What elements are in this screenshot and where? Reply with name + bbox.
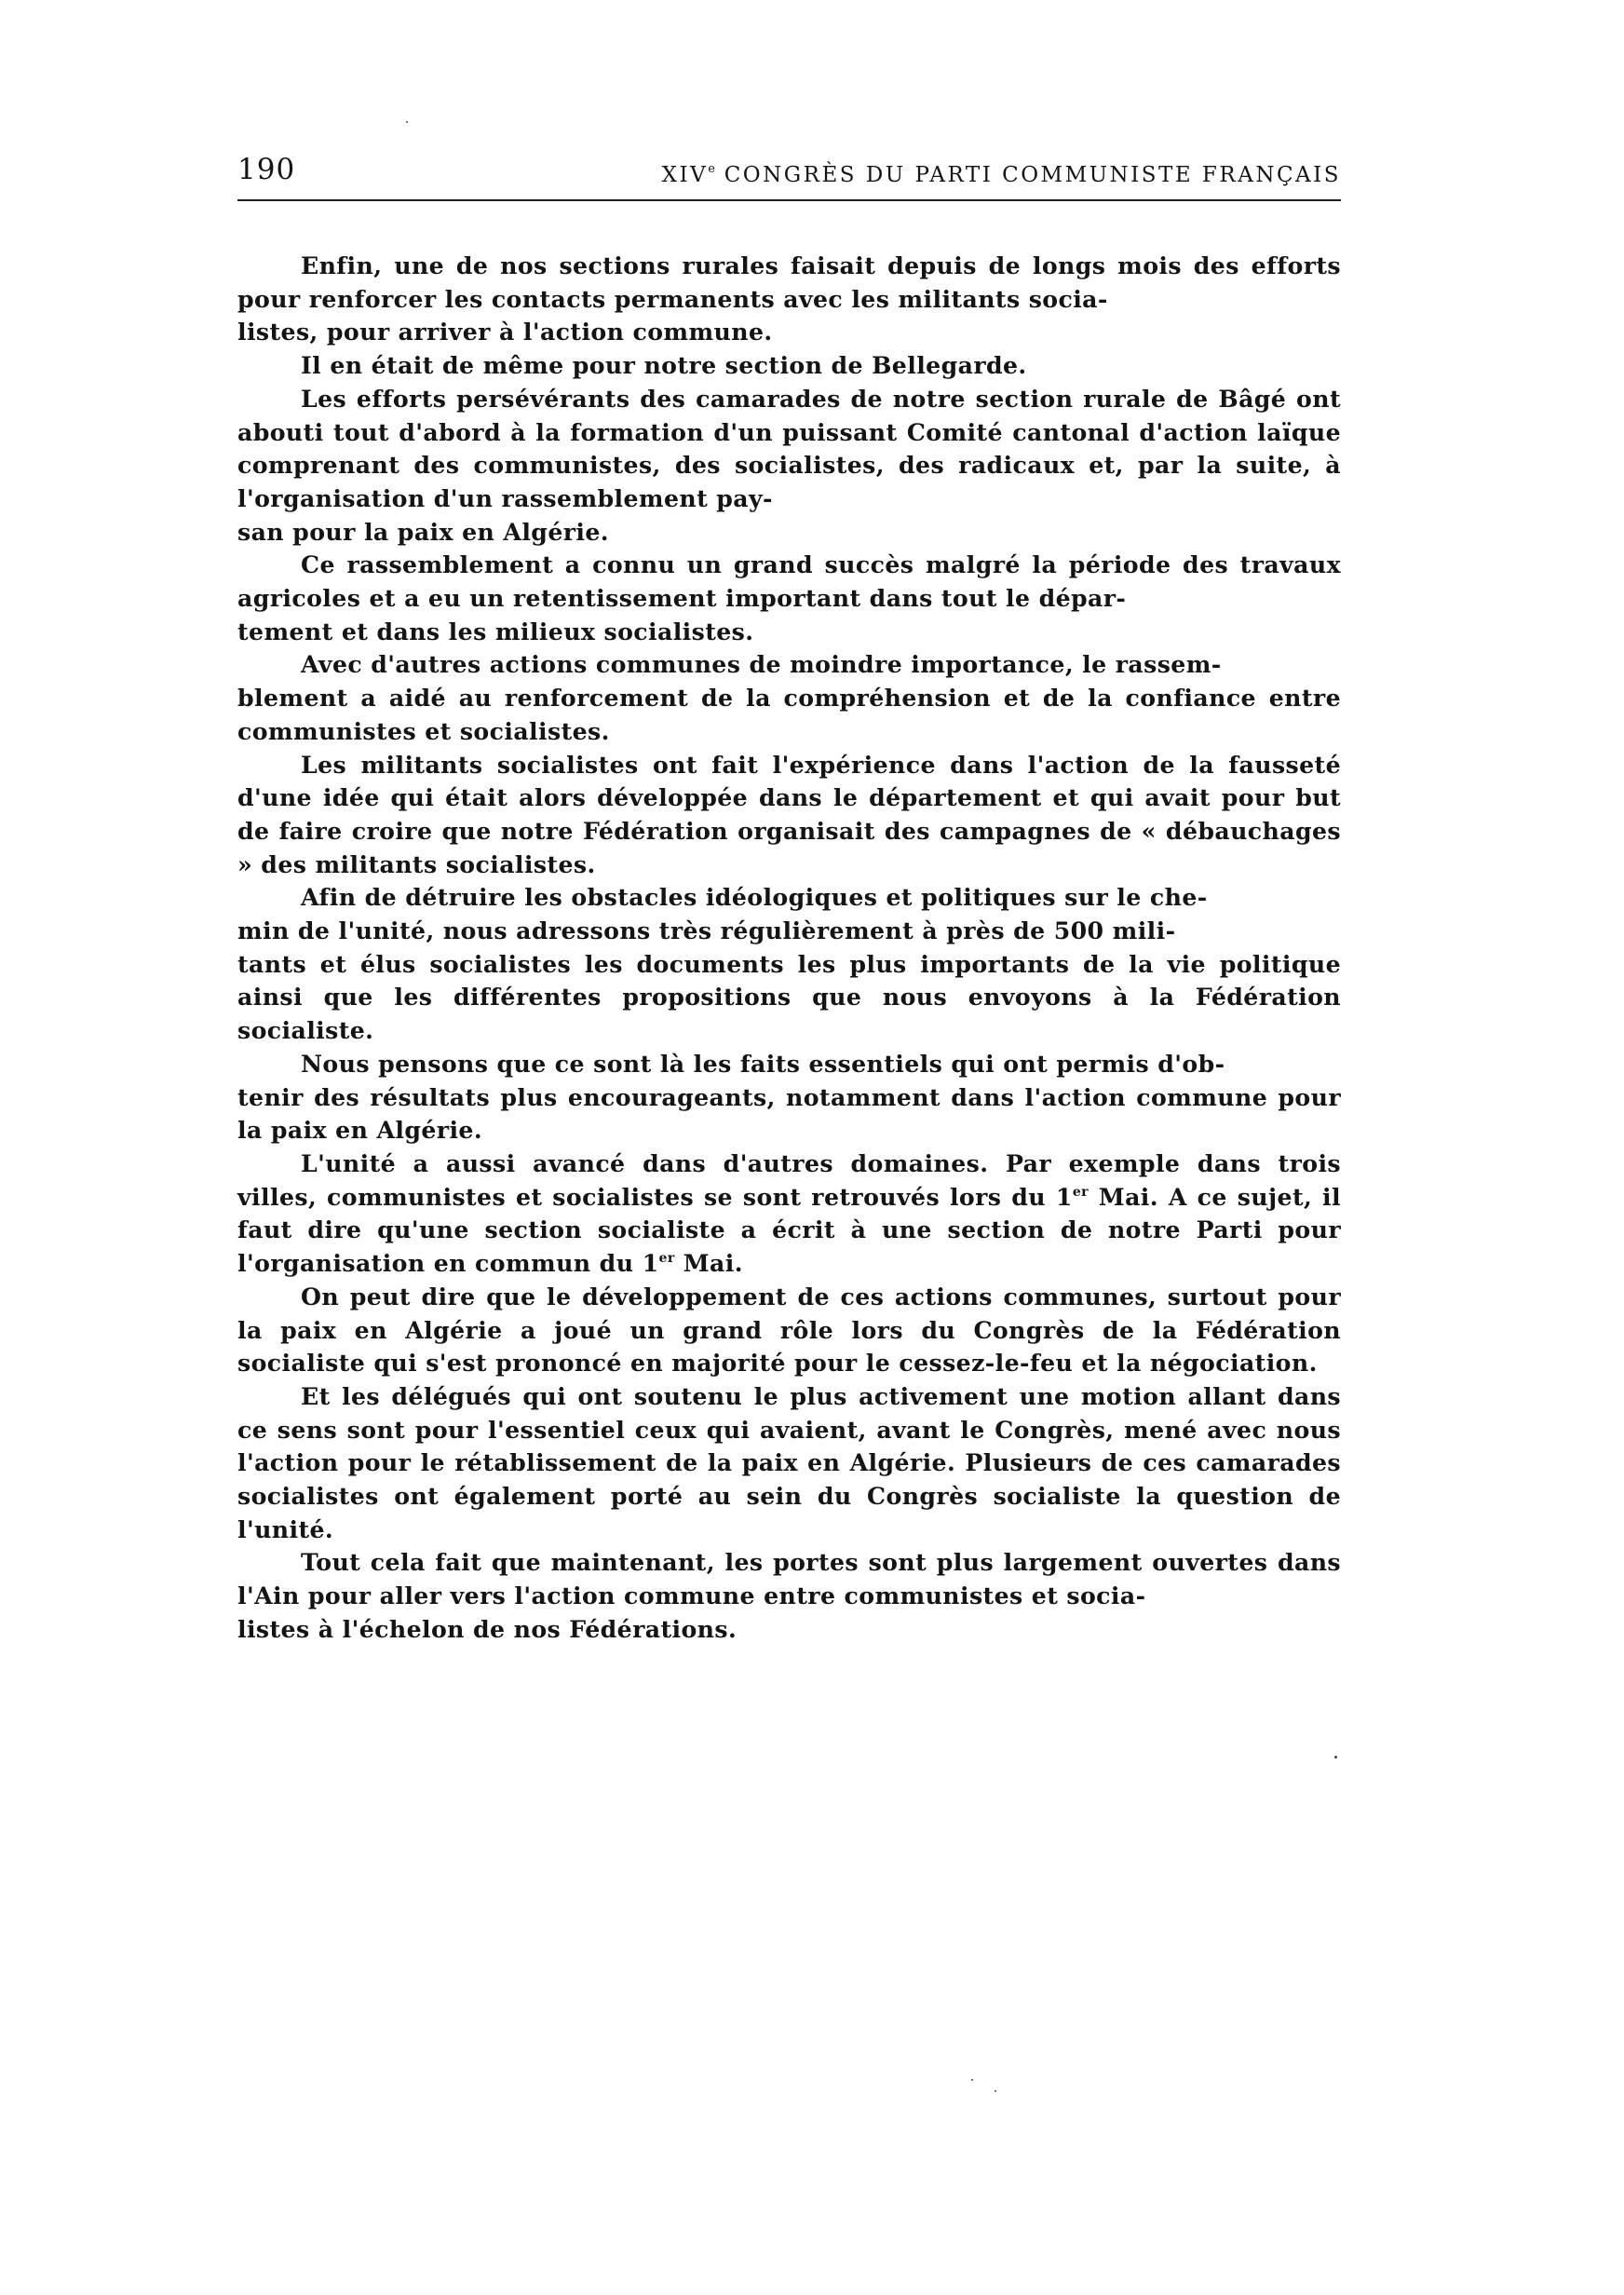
- paragraph-part: Mai. A ce sujet, il faut dire qu'une section socialiste a écrit à une section de notre Parti pour l'organisation en commun du 1: [237, 1182, 1341, 1278]
- scan-speck: [1334, 1756, 1337, 1759]
- scan-speck: [995, 2090, 996, 2092]
- body-text: [237, 250, 1341, 1647]
- header-rule: [237, 199, 1341, 201]
- paragraph: Et les délégués qui ont soutenu le plus activement une motion allant dans ce sens sont pour l'essentiel ceux qui avaient, avant le Congrès, mené avec nous l'action pour le rétablissement de la paix en Algérie. Plusieurs de ces camarades socialistes ont également porté au sein du Congrès socialiste la question de l'unité.: [237, 1381, 1341, 1543]
- paragraph: Ce rassemblement a connu un grand succès malgré la période des travaux agricoles et a eu un retentissement important dans tout le dépar- tement et dans les milieux socialistes.: [237, 550, 1341, 645]
- superscript: er: [658, 1251, 675, 1267]
- paragraph-part: L'unité a aussi avancé dans d'autres domaines. Par exemple dans trois villes, communistes et socialistes se sont retrouvés lors du 1: [237, 1148, 1341, 1211]
- paragraph: Nous pensons que ce sont là les faits essentiels qui ont permis d'ob- tenir des résultats plus encourageants, notamment dans l'action commune pour la paix en Algérie.: [237, 1049, 1341, 1145]
- paragraph: Les militants socialistes ont fait l'expérience dans l'action de la fausseté d'une idée qui était alors développée dans le département et qui avait pour but de faire croire que notre Fédération organisait des campagnes de « débauchages » des militants socialistes.: [237, 750, 1341, 878]
- paragraph-with-superscripts: [237, 1148, 1341, 1281]
- paragraph: Avec d'autres actions communes de moindre importance, le rassem- blement a aidé au renforcement de la compréhension et de la confiance entre communistes et socialistes.: [237, 650, 1341, 745]
- scan-speck: [971, 2079, 973, 2081]
- page-number: 190: [237, 153, 296, 186]
- paragraph: Il en était de même pour notre section de Bellegarde.: [301, 351, 1027, 380]
- running-title: [662, 155, 1341, 190]
- paragraph: Tout cela fait que maintenant, les portes sont plus largement ouvertes dans l'Ain pour aller vers l'action commune entre communistes et socia- listes à l'échelon de nos Fédérations.: [237, 1548, 1341, 1643]
- superscript: er: [1072, 1184, 1089, 1200]
- paragraph: On peut dire que le développement de ces actions communes, surtout pour la paix en Algérie a joué un grand rôle lors du Congrès de la Fédération socialiste qui s'est prononcé en majorité pour le cessez-le-feu et la négociation.: [237, 1282, 1341, 1378]
- running-title-sup: e: [708, 162, 715, 176]
- paragraph: Les efforts persévérants des camarades de notre section rurale de Bâgé ont abouti tout d'abord à la formation d'un puissant Comité cantonal d'action laïque comprenant des communistes, des socialistes, des radicaux et, par la suite, à l'organisation d'un rassemblement pay- san pour la paix en Algérie.: [237, 384, 1341, 546]
- paragraph-part: Mai.: [674, 1249, 743, 1278]
- scan-speck: [406, 121, 408, 123]
- paragraph: Afin de détruire les obstacles idéologiques et politiques sur le che- min de l'unité, nous adressons très régulièrement à près de 500 mili- tants et élus socialistes les documents les plus importants de la vie politique ainsi que les différentes propositions que nous envoyons à la Fédération socialiste.: [237, 883, 1341, 1045]
- paragraph: Enfin, une de nos sections rurales faisait depuis de longs mois des efforts pour renforcer les contacts permanents avec les militants socia- listes, pour arriver à l'action commune.: [237, 251, 1341, 346]
- page-header: [237, 151, 1341, 199]
- running-title-prefix: XIV: [661, 163, 709, 187]
- running-title-rest: CONGRÈS DU PARTI COMMUNISTE FRANÇAIS: [724, 163, 1341, 187]
